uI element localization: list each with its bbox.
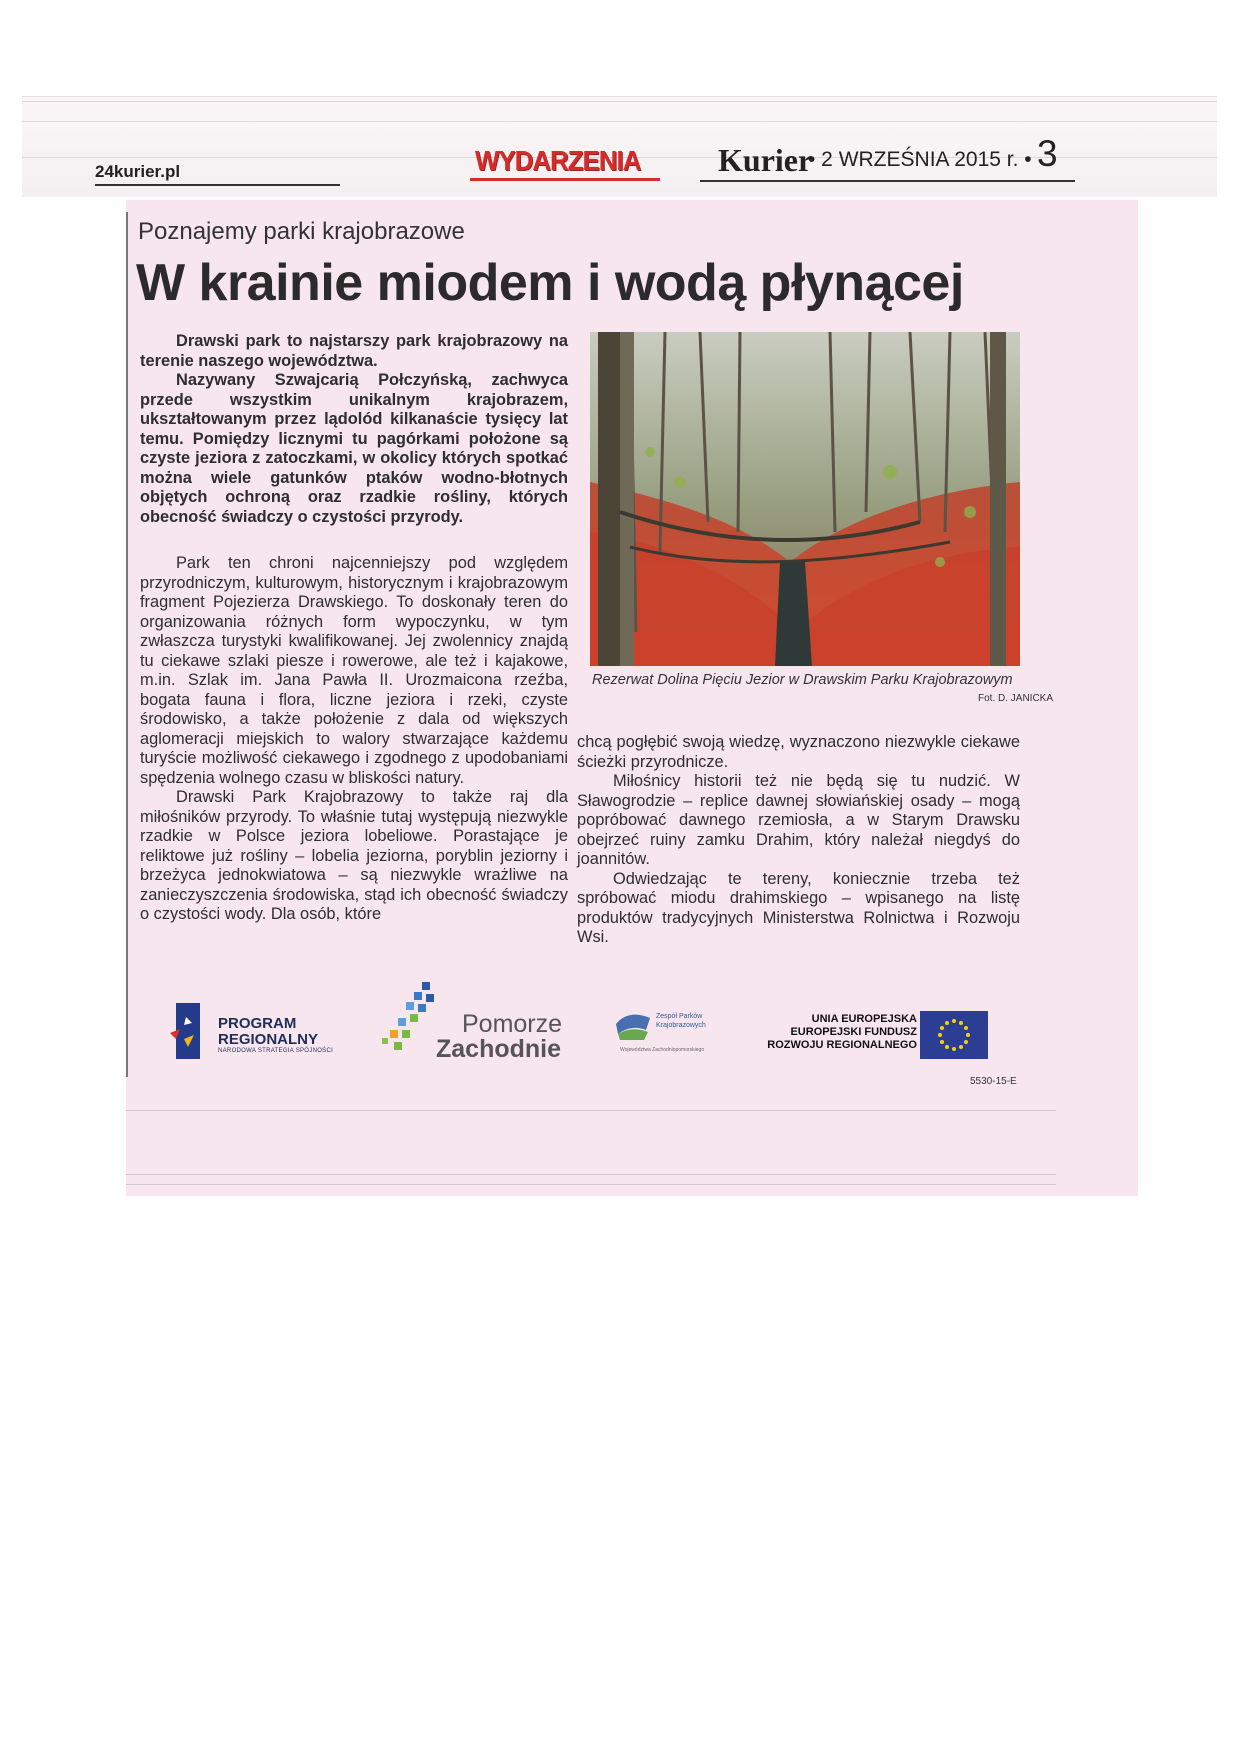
zespol-parkow-subtitle: Województwa Zachodniopomorskiego bbox=[620, 1047, 705, 1053]
page-bottom-rules bbox=[126, 1108, 1056, 1198]
ad-reference-number: 5530-15-E bbox=[970, 1076, 1017, 1087]
logo-text: EUROPEJSKI FUNDUSZ bbox=[790, 1026, 917, 1038]
article-left-rule bbox=[126, 212, 128, 1077]
photo-caption: Rezerwat Dolina Pięciu Jezior w Drawskim Parku Krajobrazowym bbox=[592, 672, 1013, 688]
body-paragraph: Park ten chroni najcenniejszy pod względem przyrodniczym, kulturowym, historycznym i krajobrazowym fragment Pojezierza Drawskiego. To doskonały teren do organizowania różnych form wypoczynku, w tym zwłaszcza turystyki kwalifikowanej. Jej zwolennicy znajdą tu ciekawe szlaki piesze i rowerowe, ale też i kajakowe, m.in. Szlak im. Jana Pawła II. Urozmaicona rzeźba, bogata fauna i flora, liczne jeziora i rzeki, czyste środowisko, a także położenie z dala od większych aglomeracji miejskich to walory stwarzające każdemu turyście możliwość ciekawego i zgodnego z upodobaniami spędzenia wolnego czasu w bliskości natury. bbox=[140, 554, 568, 787]
program-regionalny-logo bbox=[168, 1003, 204, 1059]
article-kicker: Poznajemy parki krajobrazowe bbox=[138, 218, 465, 245]
site-url: 24kurier.pl bbox=[95, 162, 181, 181]
body-paragraph: Miłośnicy historii też nie będą się tu nudzić. W Sławogrodzie – replice dawnej słowiańskiej osady – mogą popróbować dawnego rzemiosła, a w Starym Drawsku obejrzeć ruiny zamku Drahim, który należał niegdyś do joannitów. bbox=[577, 772, 1020, 868]
program-regionalny-subtitle: NARODOWA STRATEGIA SPÓJNOŚCI bbox=[218, 1048, 334, 1054]
eu-flag-icon bbox=[920, 1011, 988, 1059]
zespol-parkow-text: Zespół Parków Krajobrazowych bbox=[656, 1013, 706, 1029]
forest-photo bbox=[590, 332, 1020, 666]
article-headline: W krainie miodem i wodą płynącej bbox=[136, 254, 964, 312]
article-column-right bbox=[577, 733, 1020, 948]
body-paragraph: Drawski Park Krajobrazowy to także raj dla miłośników przyrody. To właśnie tutaj występują niezwykle rzadkie w Polsce jeziora lobeliowe. Porastające je reliktowe już rośliny – lobelia jeziorna, poryblin jeziorny i brzeżyca jednokwiatowa – są niezwykle wrażliwe na zanieczyszczenia środowiska, stąd ich obecność świadczy o czystości wody. Dla osób, które bbox=[140, 788, 568, 923]
pomorze-zachodnie-logo bbox=[382, 980, 442, 1062]
program-regionalny-text bbox=[218, 1016, 318, 1048]
body-paragraph: Odwiedzając te tereny, koniecznie trzeba też spróbować miodu drahimskiego – wpisanego na listę produktów tradycyjnych Ministerstwa Rolnictwa i Rozwoju Wsi. bbox=[577, 869, 1020, 946]
eu-fund-text bbox=[752, 1013, 917, 1052]
article-column-left bbox=[140, 332, 568, 925]
zachodnie-text: Zachodnie bbox=[436, 1035, 562, 1063]
photo-credit: Fot. D. JANICKA bbox=[978, 693, 1054, 704]
pomorze-text: Pomorze bbox=[462, 1010, 563, 1038]
lead-paragraph: Drawski park to najstarszy park krajobrazowy na terenie naszego województwa. bbox=[140, 332, 568, 370]
logo-text: REGIONALNY bbox=[218, 1031, 319, 1048]
logo-text: ROZWOJU REGIONALNEGO bbox=[767, 1039, 917, 1051]
header-divider bbox=[700, 180, 1075, 182]
lead-paragraph: Nazywany Szwajcarią Połczyńską, zachwyca przede wszystkim unikalnym krajobrazem, ukształtowanym przez lądolód kilkanaście tysięcy lat temu. Pomiędzy licznymi tu pagórkami położone są czyste jeziora z zatoczkami, w okolicy których spotkać można wiele gatunków ptaków wodno-błotnych objętych ochroną oraz rzadkie rośliny, których obecność świadczy o czystości przyrody. bbox=[140, 371, 568, 526]
logo-text: PROGRAM bbox=[218, 1015, 297, 1032]
newspaper-name: Kurier bbox=[718, 142, 813, 178]
zespol-parkow-logo bbox=[614, 1010, 654, 1042]
logo-text: UNIA EUROPEJSKA bbox=[811, 1013, 917, 1025]
section-underline bbox=[470, 178, 660, 181]
issue-date: • 2 WRZEŚNIA 2015 r. • bbox=[808, 148, 1032, 171]
header-divider bbox=[95, 184, 340, 186]
section-title: WYDARZENIA bbox=[475, 145, 641, 176]
body-paragraph: chcą pogłębić swoją wiedzę, wyznaczono niezwykle ciekawe ścieżki przyrodnicze. bbox=[577, 733, 1020, 771]
page-number: 3 bbox=[1037, 133, 1058, 174]
